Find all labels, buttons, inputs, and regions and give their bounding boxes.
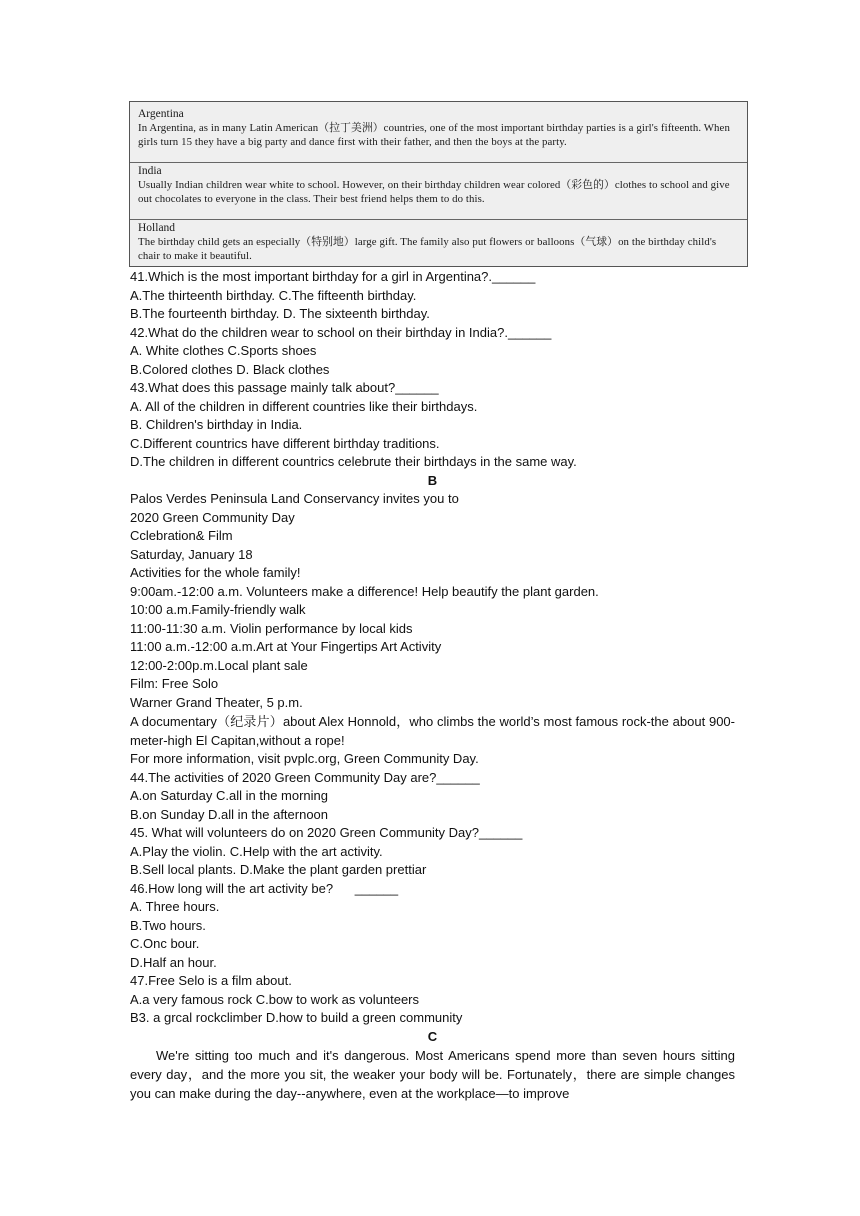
option-line: D.The children in different countrics celebrute their birthdays in the same way. (130, 454, 577, 469)
option-line: B.Sell local plants. D.Make the plant garden prettiar (130, 862, 427, 877)
country-description: In Argentina, as in many Latin American（拉丁美洲）countries, one of the most important birthday parties is a girl's fifteenth. When girls turn 15 they have a big party and dance first with their father, and then the boys at the party. (138, 122, 730, 148)
option-line: B. Children's birthday in India. (130, 417, 303, 432)
table-row-india (130, 162, 747, 219)
question-46: 46.How long will the art activity be? ______ (130, 880, 399, 896)
passage-line: 12:00-2:00p.m.Local plant sale (130, 657, 308, 673)
option-line: B.Colored clothes D. Black clothes (130, 361, 330, 377)
passage-line: Activities for the whole family! (130, 565, 301, 580)
option-line: C.Different countrics have different birthday traditions. (130, 435, 440, 451)
option-line: B.on Sunday D.all in the afternoon (130, 806, 329, 822)
question-44: 44.The activities of 2020 Green Community Day are?______ (130, 769, 480, 785)
passage-line: Palos Verdes Peninsula Land Conservancy invites you to (130, 491, 459, 506)
passage-line: 2020 Green Community Day (130, 509, 295, 525)
section-b-heading: B (427, 472, 438, 488)
country-name: Holland (138, 222, 176, 234)
option-line: A. Three hours. (130, 899, 220, 914)
passage-line: 11:00-11:30 a.m. Violin performance by local kids (130, 620, 413, 636)
passage-line: 11:00 a.m.-12:00 a.m.Art at Your Fingertips Art Activity (130, 639, 442, 654)
section-c-heading: C (427, 1028, 438, 1044)
country-description: Usually Indian children wear white to school. However, on their birthday children wear colored（彩色的）clothes to school and give out chocolates to everyone in the class. Their best friend helps them to do this. (138, 179, 730, 205)
option-line: A.a very famous rock C.bow to work as volunteers (130, 991, 420, 1007)
option-line: A. White clothes C.Sports shoes (130, 343, 317, 358)
country-name: Argentina (138, 108, 184, 120)
option-line: B.Two hours. (130, 917, 206, 933)
option-line: A.Play the violin. C.Help with the art activity. (130, 843, 383, 859)
option-line: D.Half an hour. (130, 954, 217, 970)
country-name: India (138, 165, 162, 177)
question-45: 45. What will volunteers do on 2020 Green Community Day?______ (130, 825, 523, 840)
passage-line: 10:00 a.m.Family-friendly walk (130, 602, 306, 617)
passage-line: Warner Grand Theater, 5 p.m. (130, 694, 303, 710)
question-41: 41.Which is the most important birthday for a girl in Argentina?.______ (130, 269, 536, 284)
passage-line: Saturday, January 18 (130, 546, 253, 562)
question-42: 42.What do the children wear to school on their birthday in India?.______ (130, 324, 552, 340)
question-47: 47.Free Selo is a film about. (130, 973, 292, 988)
documentary-paragraph: A documentary（纪录片）about Alex Honnold，who climbs the world’s most famous rock-the about 900-meter-high El Capitan,without a rope! (130, 714, 735, 748)
option-line: C.Onc bour. (130, 936, 200, 951)
table-row-argentina (130, 102, 747, 162)
country-description: The birthday child gets an especially（特别地）large gift. The family also put flowers or balloons（气球）on the birthday child's chair to make it beautiful. (138, 236, 717, 262)
option-line: B.The fourteenth birthday. D. The sixteenth birthday. (130, 306, 430, 321)
scanned-birthday-table (129, 101, 748, 267)
table-row-holland (130, 219, 747, 268)
section-c-paragraph: We're sitting too much and it's dangerous. Most Americans spend more than seven hours sitting every day，and the more you sit, the weaker your body will be. Fortunately，there are simple changes you can make during the day--anywhere, even at the workplace—to improve (130, 1048, 735, 1101)
document-body (130, 268, 735, 1103)
passage-line: Film: Free Solo (130, 676, 219, 691)
option-line: A.on Saturday C.all in the morning (130, 788, 328, 803)
passage-line: Cclebration& Film (130, 528, 233, 543)
option-line: A.The thirteenth birthday. C.The fifteenth birthday. (130, 287, 417, 303)
option-line: A. All of the children in different countries like their birthdays. (130, 398, 478, 414)
passage-line: 9:00am.-12:00 a.m. Volunteers make a difference! Help beautify the plant garden. (130, 583, 599, 599)
question-43: 43.What does this passage mainly talk about?______ (130, 380, 439, 395)
passage-line: For more information, visit pvplc.org, Green Community Day. (130, 751, 479, 766)
option-line: B3. a grcal rockclimber D.how to build a green community (130, 1010, 463, 1025)
